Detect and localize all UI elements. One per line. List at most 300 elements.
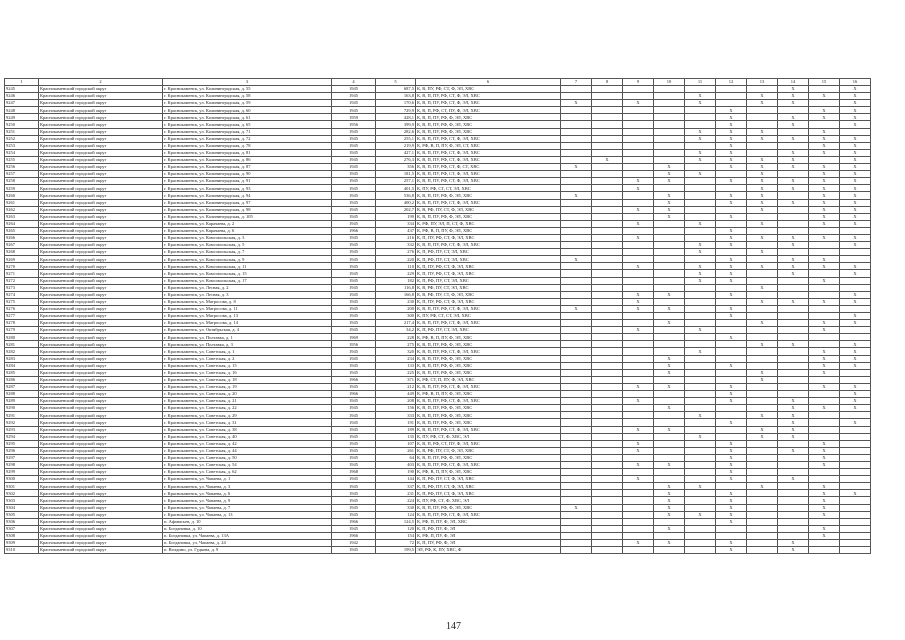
work-mark-cell-12 <box>716 405 747 412</box>
row-number-cell: 9286 <box>5 376 39 383</box>
year-built-cell: 1945 <box>332 234 376 241</box>
area-cell: 536,8 <box>376 192 416 199</box>
work-mark-cell-7 <box>561 185 592 192</box>
work-mark-cell-10 <box>654 263 685 270</box>
year-built-cell: 1956 <box>332 341 376 348</box>
work-mark-cell-13 <box>747 227 778 234</box>
area-cell: 401,5 <box>376 185 416 192</box>
work-mark-cell-12 <box>716 525 747 532</box>
structural-elements-cell: К, В, П, ПУ, РФ, Ф, ЭЛ, ХВС <box>416 128 561 135</box>
work-mark-cell-8 <box>592 426 623 433</box>
structural-elements-cell: К, П, РФ, ПУ, СТ, ЭЛ, ХВС <box>416 327 561 334</box>
work-mark-cell-8 <box>592 511 623 518</box>
year-built-cell: 1945 <box>332 284 376 291</box>
row-number-cell: 9269 <box>5 256 39 263</box>
work-mark-cell-9 <box>623 313 654 320</box>
work-mark-cell-11 <box>685 142 716 149</box>
work-mark-cell-10: X <box>654 426 685 433</box>
work-mark-cell-8 <box>592 171 623 178</box>
work-mark-cell-12 <box>716 532 747 539</box>
work-mark-cell-10 <box>654 518 685 525</box>
work-mark-cell-13: X <box>747 320 778 327</box>
work-mark-cell-8 <box>592 149 623 156</box>
work-mark-cell-12: X <box>716 156 747 163</box>
work-mark-cell-14: X <box>778 149 809 156</box>
work-mark-cell-12: X <box>716 383 747 390</box>
work-mark-cell-10: X <box>654 383 685 390</box>
work-mark-cell-7 <box>561 107 592 114</box>
work-mark-cell-7: X <box>561 164 592 171</box>
structural-elements-cell: К, В, РФ, ПУ, СТ, Ф, ЭЛ, ХВС <box>416 206 561 213</box>
work-mark-cell-15: X <box>809 192 840 199</box>
work-mark-cell-9 <box>623 412 654 419</box>
work-mark-cell-10: X <box>654 362 685 369</box>
work-mark-cell-16: X <box>840 242 871 249</box>
work-mark-cell-12: X <box>716 234 747 241</box>
work-mark-cell-8 <box>592 490 623 497</box>
work-mark-cell-14 <box>778 497 809 504</box>
structural-elements-cell: К, В, РФ, ПУ, СТ, Ф, ЭЛ, ХВС <box>416 291 561 298</box>
work-mark-cell-13: X <box>747 284 778 291</box>
work-mark-cell-12 <box>716 249 747 256</box>
municipality-cell: Краснокаменский городской округ <box>39 461 163 468</box>
row-number-cell: 9276 <box>5 305 39 312</box>
work-mark-cell-13: X <box>747 178 778 185</box>
area-cell: 217,4 <box>376 320 416 327</box>
work-mark-cell-10 <box>654 469 685 476</box>
work-mark-cell-9 <box>623 348 654 355</box>
work-mark-cell-9 <box>623 532 654 539</box>
row-number-cell: 9263 <box>5 213 39 220</box>
work-mark-cell-12 <box>716 171 747 178</box>
work-mark-cell-7 <box>561 497 592 504</box>
area-cell: 163,8 <box>376 93 416 100</box>
structural-elements-cell: К, РФ, П, ПУ, Ф, ЭЛ, ХВС <box>416 518 561 525</box>
work-mark-cell-8 <box>592 483 623 490</box>
area-cell: 219,9 <box>376 142 416 149</box>
work-mark-cell-13 <box>747 362 778 369</box>
year-built-cell: 1945 <box>332 270 376 277</box>
table-row <box>5 532 871 539</box>
work-mark-cell-16: X <box>840 156 871 163</box>
work-mark-cell-11 <box>685 305 716 312</box>
work-mark-cell-16 <box>840 369 871 376</box>
row-number-cell: 9304 <box>5 504 39 511</box>
work-mark-cell-12 <box>716 369 747 376</box>
work-mark-cell-16 <box>840 511 871 518</box>
address-cell: г. Краснокаменск, ул. Советская, д. 50 <box>163 454 332 461</box>
address-cell: г. Краснокаменск, ул. Советская, д. 54 <box>163 461 332 468</box>
work-mark-cell-16: X <box>840 114 871 121</box>
work-mark-cell-8 <box>592 518 623 525</box>
work-mark-cell-15 <box>809 469 840 476</box>
work-mark-cell-7 <box>561 86 592 93</box>
area-cell: 181,5 <box>376 171 416 178</box>
municipality-cell: Краснокаменский городской округ <box>39 277 163 284</box>
work-mark-cell-13 <box>747 476 778 483</box>
structural-elements-cell: К, В, П, ПУ, РФ, Ф, ЭЛ, ХВС <box>416 114 561 121</box>
work-mark-cell-8 <box>592 242 623 249</box>
work-mark-cell-11 <box>685 532 716 539</box>
year-built-cell: 1945 <box>332 86 376 93</box>
municipality-cell: Краснокаменский городской округ <box>39 114 163 121</box>
table-row <box>5 114 871 121</box>
area-cell: 230 <box>376 298 416 305</box>
municipality-cell: Краснокаменский городской округ <box>39 419 163 426</box>
work-mark-cell-8 <box>592 376 623 383</box>
work-mark-cell-16: X <box>840 171 871 178</box>
address-cell: г. Краснокаменск, ул. Чапаева, д. 1 <box>163 476 332 483</box>
work-mark-cell-8 <box>592 362 623 369</box>
work-mark-cell-16 <box>840 128 871 135</box>
year-built-cell: 1945 <box>332 135 376 142</box>
table-row <box>5 483 871 490</box>
area-cell: 116,8 <box>376 284 416 291</box>
work-mark-cell-16: X <box>840 391 871 398</box>
work-mark-cell-16 <box>840 518 871 525</box>
work-mark-cell-11 <box>685 291 716 298</box>
work-mark-cell-7 <box>561 369 592 376</box>
work-mark-cell-14 <box>778 504 809 511</box>
work-mark-cell-15: X <box>809 263 840 270</box>
area-cell: 120 <box>376 525 416 532</box>
work-mark-cell-9 <box>623 107 654 114</box>
work-mark-cell-9 <box>623 149 654 156</box>
row-number-cell: 9291 <box>5 412 39 419</box>
work-mark-cell-10: X <box>654 504 685 511</box>
work-mark-cell-9 <box>623 511 654 518</box>
year-built-cell: 1945 <box>332 171 376 178</box>
area-cell: 231 <box>376 490 416 497</box>
work-mark-cell-8 <box>592 320 623 327</box>
row-number-cell: 9257 <box>5 171 39 178</box>
work-mark-cell-8 <box>592 199 623 206</box>
municipality-cell: Краснокаменский городской округ <box>39 164 163 171</box>
work-mark-cell-14 <box>778 469 809 476</box>
municipality-cell: Краснокаменский городской округ <box>39 469 163 476</box>
municipality-cell: Краснокаменский городской округ <box>39 199 163 206</box>
work-mark-cell-15: X <box>809 504 840 511</box>
municipality-cell: Краснокаменский городской округ <box>39 369 163 376</box>
structural-elements-cell: К, ПУ, РФ, СТ, СТ, ЭЛ, ХВС <box>416 313 561 320</box>
table-row <box>5 298 871 305</box>
work-mark-cell-12: X <box>716 391 747 398</box>
municipality-cell: Краснокаменский городской округ <box>39 327 163 334</box>
address-cell: г. Краснокаменск, ул. Калининградская, д. 72 <box>163 135 332 142</box>
municipality-cell: Краснокаменский городской округ <box>39 149 163 156</box>
work-mark-cell-16: X <box>840 93 871 100</box>
work-mark-cell-14: X <box>778 135 809 142</box>
work-mark-cell-10 <box>654 220 685 227</box>
work-mark-cell-11: X <box>685 483 716 490</box>
work-mark-cell-11 <box>685 454 716 461</box>
work-mark-cell-12 <box>716 327 747 334</box>
work-mark-cell-12: X <box>716 142 747 149</box>
work-mark-cell-8 <box>592 391 623 398</box>
work-mark-cell-8 <box>592 220 623 227</box>
work-mark-cell-11 <box>685 540 716 547</box>
structural-elements-cell: К, РФ, ПУ, ЭЛ, П, СТ, Ф, ХВС <box>416 220 561 227</box>
year-built-cell: 1945 <box>332 483 376 490</box>
year-built-cell: 1945 <box>332 298 376 305</box>
municipality-cell: Краснокаменский городской округ <box>39 525 163 532</box>
table-row <box>5 490 871 497</box>
work-mark-cell-7 <box>561 320 592 327</box>
work-mark-cell-15 <box>809 391 840 398</box>
work-mark-cell-12: X <box>716 107 747 114</box>
work-mark-cell-13 <box>747 547 778 554</box>
address-cell: г. Краснокаменск, ул. Советская, д. 1 <box>163 348 332 355</box>
municipality-cell: Краснокаменский городской округ <box>39 320 163 327</box>
column-header-5: 5 <box>376 79 416 86</box>
work-mark-cell-8 <box>592 341 623 348</box>
area-cell: 34,2 <box>376 327 416 334</box>
table-row <box>5 426 871 433</box>
work-mark-cell-9 <box>623 320 654 327</box>
work-mark-cell-11 <box>685 504 716 511</box>
work-mark-cell-14: X <box>778 419 809 426</box>
work-mark-cell-14 <box>778 483 809 490</box>
area-cell: 72 <box>376 540 416 547</box>
work-mark-cell-15: X <box>809 511 840 518</box>
work-mark-cell-13 <box>747 447 778 454</box>
work-mark-cell-13 <box>747 525 778 532</box>
work-mark-cell-15: X <box>809 213 840 220</box>
row-number-cell: 9246 <box>5 93 39 100</box>
work-mark-cell-8 <box>592 334 623 341</box>
work-mark-cell-7 <box>561 483 592 490</box>
row-number-cell: 9248 <box>5 107 39 114</box>
work-mark-cell-12: X <box>716 504 747 511</box>
table-row <box>5 362 871 369</box>
year-built-cell: 1945 <box>332 305 376 312</box>
structural-elements-cell: К, П, ПУ, РФ, СТ, Ф, ЭЛ, ХВС <box>416 263 561 270</box>
municipality-cell: Краснокаменский городской округ <box>39 334 163 341</box>
year-built-cell: 1945 <box>332 199 376 206</box>
work-mark-cell-8 <box>592 540 623 547</box>
row-number-cell: 9282 <box>5 348 39 355</box>
work-mark-cell-12: X <box>716 256 747 263</box>
row-number-cell: 9274 <box>5 291 39 298</box>
row-number-cell: 9267 <box>5 242 39 249</box>
area-cell: 276 <box>376 249 416 256</box>
work-mark-cell-9 <box>623 249 654 256</box>
work-mark-cell-7 <box>561 412 592 419</box>
work-mark-cell-7 <box>561 178 592 185</box>
work-mark-cell-11 <box>685 298 716 305</box>
work-mark-cell-12: X <box>716 362 747 369</box>
area-cell: 156 <box>376 405 416 412</box>
municipality-cell: Краснокаменский городской округ <box>39 213 163 220</box>
work-mark-cell-11 <box>685 440 716 447</box>
work-mark-cell-12 <box>716 341 747 348</box>
table-row <box>5 412 871 419</box>
work-mark-cell-10 <box>654 86 685 93</box>
municipality-cell: Краснокаменский городской округ <box>39 355 163 362</box>
work-mark-cell-13: X <box>747 376 778 383</box>
work-mark-cell-8 <box>592 249 623 256</box>
area-cell: 64 <box>376 454 416 461</box>
year-built-cell: 1945 <box>332 220 376 227</box>
year-built-cell: 1945 <box>332 242 376 249</box>
address-cell: г. Краснокаменск, ул. Чапаева, д. 7 <box>163 504 332 511</box>
work-mark-cell-15 <box>809 398 840 405</box>
row-number-cell: 9280 <box>5 334 39 341</box>
work-mark-cell-15: X <box>809 298 840 305</box>
work-mark-cell-11 <box>685 227 716 234</box>
work-mark-cell-10 <box>654 341 685 348</box>
work-mark-cell-11 <box>685 334 716 341</box>
work-mark-cell-15: X <box>809 405 840 412</box>
work-mark-cell-15 <box>809 305 840 312</box>
municipality-cell: Краснокаменский городской округ <box>39 270 163 277</box>
table-row <box>5 93 871 100</box>
work-mark-cell-11: X <box>685 242 716 249</box>
work-mark-cell-12: X <box>716 476 747 483</box>
work-mark-cell-11 <box>685 426 716 433</box>
work-mark-cell-10 <box>654 391 685 398</box>
work-mark-cell-14 <box>778 454 809 461</box>
work-mark-cell-11 <box>685 391 716 398</box>
work-mark-cell-7 <box>561 206 592 213</box>
work-mark-cell-11 <box>685 405 716 412</box>
municipality-cell: Краснокаменский городской округ <box>39 142 163 149</box>
work-mark-cell-16: X <box>840 320 871 327</box>
year-built-cell: 1945 <box>332 192 376 199</box>
table-row <box>5 398 871 405</box>
address-cell: г. Краснокаменск, ул. Советская, д. 29 <box>163 412 332 419</box>
work-mark-cell-13 <box>747 461 778 468</box>
area-cell: 224 <box>376 497 416 504</box>
work-mark-cell-14 <box>778 376 809 383</box>
row-number-cell: 9253 <box>5 142 39 149</box>
year-built-cell: 1945 <box>332 164 376 171</box>
area-cell: 110 <box>376 263 416 270</box>
work-mark-cell-11 <box>685 86 716 93</box>
work-mark-cell-7 <box>561 398 592 405</box>
work-mark-cell-15: X <box>809 327 840 334</box>
work-mark-cell-16 <box>840 433 871 440</box>
structural-elements-cell: К, П, РФ, ПУ, СТ, ЭЛ, ХВС <box>416 256 561 263</box>
work-mark-cell-10 <box>654 128 685 135</box>
work-mark-cell-16 <box>840 540 871 547</box>
work-mark-cell-9 <box>623 156 654 163</box>
municipality-cell: Краснокаменский городской округ <box>39 426 163 433</box>
municipality-cell: Краснокаменский городской округ <box>39 447 163 454</box>
work-mark-cell-15: X <box>809 128 840 135</box>
work-mark-cell-13: X <box>747 483 778 490</box>
year-built-cell: 1945 <box>332 149 376 156</box>
work-mark-cell-10 <box>654 419 685 426</box>
table-row <box>5 192 871 199</box>
work-mark-cell-9: X <box>623 185 654 192</box>
year-built-cell: 1959 <box>332 114 376 121</box>
address-cell: г. Краснокаменск, ул. Советская, д. 18 <box>163 376 332 383</box>
work-mark-cell-11 <box>685 164 716 171</box>
work-mark-cell-7 <box>561 234 592 241</box>
municipality-cell: Краснокаменский городской округ <box>39 234 163 241</box>
work-mark-cell-14: X <box>778 270 809 277</box>
work-mark-cell-9 <box>623 454 654 461</box>
municipality-cell: Краснокаменский городской округ <box>39 398 163 405</box>
year-built-cell: 1945 <box>332 497 376 504</box>
work-mark-cell-10: X <box>654 369 685 376</box>
work-mark-cell-16 <box>840 504 871 511</box>
work-mark-cell-15: X <box>809 532 840 539</box>
work-mark-cell-8 <box>592 234 623 241</box>
work-mark-cell-10: X <box>654 206 685 213</box>
work-mark-cell-7 <box>561 547 592 554</box>
work-mark-cell-15: X <box>809 369 840 376</box>
table-row <box>5 348 871 355</box>
row-number-cell: 9270 <box>5 263 39 270</box>
structural-elements-cell: К, В, П, ПУ, РФ, СТ, Ф, ЭЛ, ХВС <box>416 100 561 107</box>
column-header-10: 10 <box>654 79 685 86</box>
year-built-cell: 1945 <box>332 156 376 163</box>
work-mark-cell-11 <box>685 461 716 468</box>
municipality-cell: Краснокаменский городской округ <box>39 291 163 298</box>
work-mark-cell-8 <box>592 433 623 440</box>
row-number-cell: 9301 <box>5 483 39 490</box>
work-mark-cell-16: X <box>840 178 871 185</box>
table-row <box>5 447 871 454</box>
work-mark-cell-15: X <box>809 383 840 390</box>
work-mark-cell-16: X <box>840 490 871 497</box>
work-mark-cell-14: X <box>778 199 809 206</box>
year-built-cell: 1945 <box>332 320 376 327</box>
work-mark-cell-9 <box>623 93 654 100</box>
area-cell: 189 <box>376 426 416 433</box>
work-mark-cell-12: X <box>716 270 747 277</box>
year-built-cell: 1945 <box>332 362 376 369</box>
work-mark-cell-11 <box>685 199 716 206</box>
work-mark-cell-15: X <box>809 461 840 468</box>
work-mark-cell-10: X <box>654 199 685 206</box>
work-mark-cell-13 <box>747 277 778 284</box>
table-row <box>5 320 871 327</box>
structural-elements-cell: К, В, П, ПУ, РФ, Ф, ЭЛ, ХВС <box>416 355 561 362</box>
work-mark-cell-8 <box>592 461 623 468</box>
structural-elements-cell: К, В, П, ПУ, РФ, СТ, Ф, ЭЛ, ХВС <box>416 135 561 142</box>
work-mark-cell-13: X <box>747 341 778 348</box>
work-mark-cell-16 <box>840 284 871 291</box>
work-mark-cell-7: X <box>561 305 592 312</box>
work-mark-cell-7 <box>561 135 592 142</box>
work-mark-cell-16: X <box>840 291 871 298</box>
work-mark-cell-16 <box>840 256 871 263</box>
work-mark-cell-13: X <box>747 164 778 171</box>
work-mark-cell-15 <box>809 547 840 554</box>
work-mark-cell-16 <box>840 249 871 256</box>
work-mark-cell-11 <box>685 369 716 376</box>
work-mark-cell-7 <box>561 213 592 220</box>
work-mark-cell-14 <box>778 369 809 376</box>
municipality-cell: Краснокаменский городской округ <box>39 532 163 539</box>
work-mark-cell-14: X <box>778 178 809 185</box>
work-mark-cell-7 <box>561 242 592 249</box>
address-cell: г. Краснокаменск, ул. Калининградская, д. 78 <box>163 142 332 149</box>
work-mark-cell-16 <box>840 532 871 539</box>
year-built-cell: 1956 <box>332 121 376 128</box>
work-mark-cell-13 <box>747 405 778 412</box>
address-cell: п. Богдановка, ул. Чапаева, д. 24 <box>163 540 332 547</box>
work-mark-cell-13 <box>747 532 778 539</box>
area-cell: 399,9 <box>376 121 416 128</box>
structural-elements-cell: К, В, П, ПУ, РФ, Ф, ЭЛ, ХВС <box>416 121 561 128</box>
municipality-cell: Краснокаменский городской округ <box>39 249 163 256</box>
row-number-cell: 9303 <box>5 497 39 504</box>
work-mark-cell-13 <box>747 511 778 518</box>
